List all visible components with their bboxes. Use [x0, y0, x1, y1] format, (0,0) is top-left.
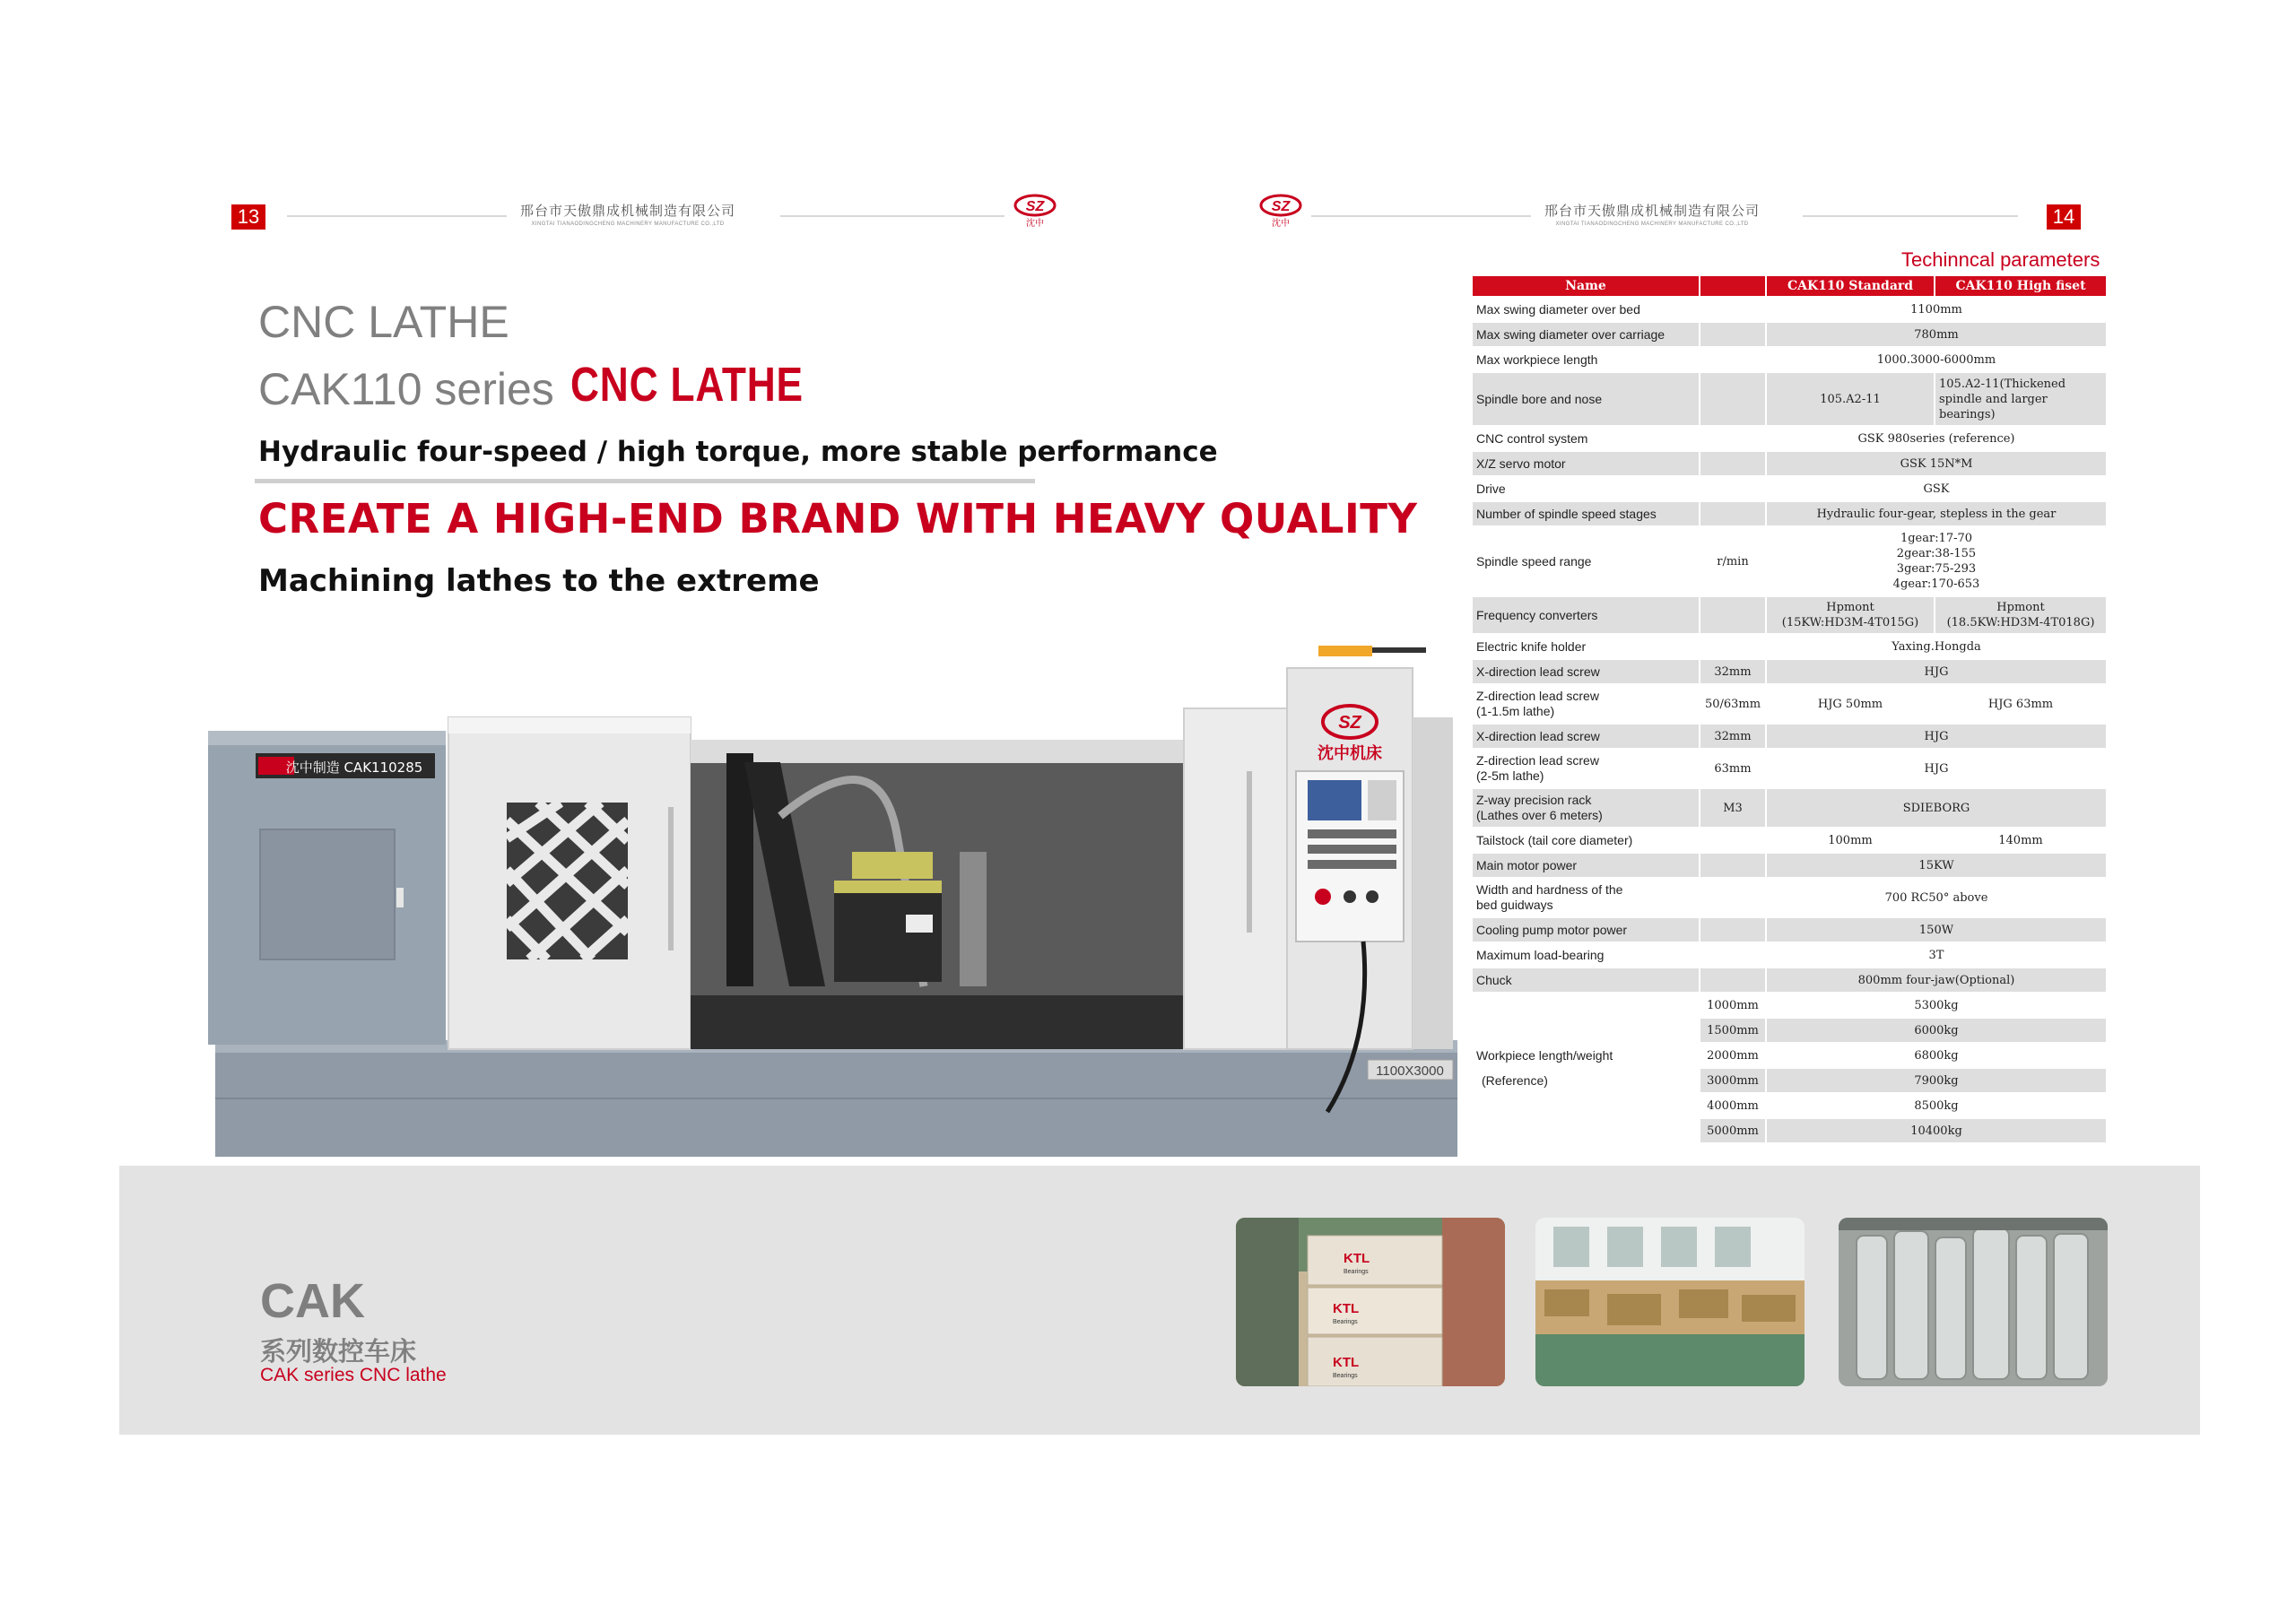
spec-name-multiline: [1473, 750, 1699, 787]
company-name-cn: 邢台市天傲鼎成机械制造有限公司: [1544, 203, 1760, 219]
spec-value: 1100mm: [1767, 298, 2106, 321]
box-label-sub: Bearings: [1333, 1319, 1358, 1325]
series-title-en: CAK series CNC lathe: [260, 1365, 447, 1385]
spec-value: GSK 15N*M: [1767, 452, 2106, 475]
spec-name-line: (Lathes over 6 meters): [1476, 808, 1603, 822]
spec-name: Drive: [1473, 477, 1699, 500]
spec-unit: [1700, 323, 1765, 346]
warning-lamp: [1318, 646, 1372, 656]
spec-value-line: 4gear:170-653: [1892, 577, 1980, 591]
spec-row-weight: [1473, 1044, 2106, 1067]
spec-row-weight: [1473, 1119, 2106, 1142]
spec-name: [1473, 1019, 1699, 1042]
box-label: KTL: [1344, 1251, 1370, 1266]
spec-row: [1473, 725, 2106, 748]
spec-name: Tailstock (tail core diameter): [1473, 829, 1699, 852]
spec-value-line: Hpmont: [1826, 601, 1874, 614]
cnc-lathe-illustration: [206, 646, 1462, 1166]
box-label-sub: Bearings: [1344, 1269, 1369, 1275]
spec-row-weight: [1473, 1069, 2106, 1092]
spec-name: Spindle bore and nose: [1473, 373, 1699, 425]
spec-name-multiline: [1473, 685, 1699, 723]
spec-unit: 32mm: [1700, 725, 1765, 748]
spec-name: Electric knife holder: [1473, 635, 1699, 658]
spec-row: [1473, 477, 2106, 500]
spec-unit: 63mm: [1700, 750, 1765, 787]
photo-warehouse-graphic: [1535, 1218, 1805, 1386]
page-number-right: 14: [2047, 204, 2081, 230]
spec-name: CNC control system: [1473, 427, 1699, 450]
company-name-left: [507, 201, 749, 227]
spec-value-standard: [1767, 597, 1934, 633]
spec-value: GSK 980series (reference): [1767, 427, 2106, 450]
spec-weight: 6800kg: [1767, 1044, 2106, 1067]
spec-unit: [1700, 943, 1765, 967]
spec-weight: 10400kg: [1767, 1119, 2106, 1142]
spec-value-line: Hpmont: [1996, 601, 2045, 614]
model-plate: 1100X3000: [1376, 1063, 1444, 1079]
spec-name-line: Z-direction lead screw: [1476, 689, 1599, 703]
box-label: KTL: [1333, 1301, 1360, 1316]
header-rule: [780, 215, 1004, 217]
brand-logo-right: [1257, 192, 1304, 228]
spec-row-weight: [1473, 994, 2106, 1017]
series-title: CAK: [260, 1274, 365, 1328]
spec-row: [1473, 427, 2106, 450]
spec-header-row: [1473, 276, 2106, 296]
spec-value-standard: 100mm: [1767, 829, 1934, 852]
hero-subtitle: Hydraulic four-speed / high torque, more stable performance: [258, 436, 1218, 468]
machine-brand-tag: 沈中机床: [1318, 744, 1382, 763]
spec-unit: 50/63mm: [1700, 685, 1765, 723]
spec-unit: [1700, 427, 1765, 450]
spec-value-standard: HJG 50mm: [1767, 685, 1934, 723]
brand-plate-text: 沈中制造 CAK110285: [285, 759, 423, 776]
spec-value: 3T: [1767, 943, 2106, 967]
logo-text: SZ: [1025, 199, 1045, 214]
spec-row: [1473, 298, 2106, 321]
spec-value-high: [1935, 597, 2106, 633]
header-rule: [1311, 215, 1531, 217]
spec-name-line: Z-direction lead screw: [1476, 753, 1599, 768]
photo-spindle-shafts-graphic: [1839, 1218, 2108, 1386]
box-label-sub: Bearings: [1333, 1373, 1358, 1379]
spec-value: Hydraulic four-gear, stepless in the gear: [1767, 502, 2106, 525]
spec-weight: 8500kg: [1767, 1094, 2106, 1117]
spec-value: SDIEBORG: [1767, 789, 2106, 827]
spec-length: 4000mm: [1700, 1094, 1765, 1117]
logo-sub: 沈中: [1026, 219, 1044, 228]
spec-unit: [1700, 918, 1765, 942]
spec-length: 1000mm: [1700, 994, 1765, 1017]
spec-unit: [1700, 635, 1765, 658]
spec-name: Max workpiece length: [1473, 348, 1699, 371]
spec-value-line: 2gear:38-155: [1896, 547, 1977, 560]
brand-logo-left: [1012, 192, 1058, 228]
spec-name-line: Width and hardness of the: [1476, 882, 1623, 897]
spec-value-line: (15KW:HD3M-4T015G): [1781, 616, 1919, 629]
spec-unit: [1700, 298, 1765, 321]
spec-name-line: (1-1.5m lathe): [1476, 704, 1555, 718]
spec-weight: 5300kg: [1767, 994, 2106, 1017]
series-title-cn: 系列数控车床: [260, 1336, 417, 1367]
spec-value: HJG: [1767, 725, 2106, 748]
box-label: KTL: [1333, 1355, 1360, 1370]
company-name-en: XINGTAI TIANAODINGCHENG MACHINERY MANUFACTURE CO.,LTD: [1555, 221, 1749, 227]
spec-row: [1473, 829, 2106, 852]
tool-turret: [852, 852, 933, 879]
spec-name-multiline: [1473, 879, 1699, 916]
spec-value-high: HJG 63mm: [1935, 685, 2106, 723]
spec-row: [1473, 348, 2106, 371]
spec-length: 3000mm: [1700, 1069, 1765, 1092]
spec-name: X/Z servo motor: [1473, 452, 1699, 475]
spec-row: [1473, 918, 2106, 942]
header-rule: [287, 215, 507, 217]
spec-title: Techinncal parameters: [1901, 248, 2100, 271]
spec-unit: [1700, 829, 1765, 852]
spec-name: [1473, 1119, 1699, 1142]
spec-name: [1473, 994, 1699, 1017]
hero-line1: CNC LATHE: [258, 297, 509, 347]
spec-unit: r/min: [1700, 527, 1765, 595]
header-rule: [1803, 215, 2018, 217]
hero-tagline: Machining lathes to the extreme: [258, 563, 820, 599]
logo-sub: 沈中: [1272, 219, 1290, 228]
spec-row: [1473, 854, 2106, 877]
spec-weight: 6000kg: [1767, 1019, 2106, 1042]
hero-slogan: CREATE A HIGH-END BRAND WITH HEAVY QUALITY: [258, 495, 1418, 542]
spec-unit: [1700, 348, 1765, 371]
spec-name: Maximum load-bearing: [1473, 943, 1699, 967]
spec-row: [1473, 527, 2106, 595]
spec-value: GSK: [1767, 477, 2106, 500]
spec-name-multiline: [1473, 789, 1699, 827]
photo-bearing-boxes: [1236, 1218, 1505, 1386]
spec-unit: M3: [1700, 789, 1765, 827]
spec-row: [1473, 879, 2106, 916]
spec-row: [1473, 452, 2106, 475]
spec-value: 1000.3000-6000mm: [1767, 348, 2106, 371]
spec-unit: [1700, 879, 1765, 916]
spec-name-line: Z-way precision rack: [1476, 793, 1592, 807]
spec-row: [1473, 597, 2106, 633]
spec-weight: 7900kg: [1767, 1069, 2106, 1092]
spec-name: Spindle speed range: [1473, 527, 1699, 595]
spec-unit: [1700, 373, 1765, 425]
spec-row: [1473, 635, 2106, 658]
hero-line2-gray: CAK110 series: [258, 364, 554, 414]
photo-bearing-boxes-graphic: [1236, 1218, 1505, 1386]
spec-length: 1500mm: [1700, 1019, 1765, 1042]
spec-length: 2000mm: [1700, 1044, 1765, 1067]
door-window-grille: [507, 803, 628, 959]
spec-header-name: Name: [1473, 276, 1699, 296]
spec-name: Number of spindle speed stages: [1473, 502, 1699, 525]
hero-divider: [255, 479, 1035, 483]
spec-row: [1473, 502, 2106, 525]
spec-table: [1471, 274, 2108, 1144]
spec-value: 780mm: [1767, 323, 2106, 346]
hero-line2-red: CNC LATHE: [570, 358, 804, 412]
spec-name: [1473, 1094, 1699, 1117]
spec-row: [1473, 750, 2106, 787]
hero-line2: [258, 360, 855, 416]
spec-name: (Reference): [1473, 1069, 1699, 1092]
spec-name: Frequency converters: [1473, 597, 1699, 633]
spec-value: Yaxing.Hongda: [1767, 635, 2106, 658]
spec-name: Max swing diameter over bed: [1473, 298, 1699, 321]
spec-name: X-direction lead screw: [1473, 660, 1699, 683]
right-door: [1184, 708, 1292, 1049]
spec-value-high: 105.A2-11(Thickened spindle and larger bearings): [1935, 373, 2106, 425]
spec-value: HJG: [1767, 660, 2106, 683]
spec-row: [1473, 943, 2106, 967]
spec-name-line: (2-5m lathe): [1476, 768, 1544, 783]
spec-unit: 32mm: [1700, 660, 1765, 683]
spec-value-standard: 105.A2-11: [1767, 373, 1934, 425]
spec-value: 800mm four-jaw(Optional): [1767, 968, 2106, 992]
spec-row-weight: [1473, 1019, 2106, 1042]
spec-name: Max swing diameter over carriage: [1473, 323, 1699, 346]
spec-value-line: (18.5KW:HD3M-4T018G): [1946, 616, 2095, 629]
spec-value: 15KW: [1767, 854, 2106, 877]
spec-name: Workpiece length/weight: [1473, 1044, 1699, 1067]
spec-length: 5000mm: [1700, 1119, 1765, 1142]
company-name-cn: 邢台市天傲鼎成机械制造有限公司: [519, 203, 735, 219]
cnc-screen: [1308, 780, 1361, 820]
spec-unit: [1700, 502, 1765, 525]
spec-name: Chuck: [1473, 968, 1699, 992]
machine-logo-text: SZ: [1338, 713, 1361, 733]
spec-header-standard: CAK110 Standard: [1767, 276, 1934, 296]
photo-spindle-shafts: [1839, 1218, 2108, 1386]
spec-row: [1473, 789, 2106, 827]
spec-row: [1473, 323, 2106, 346]
spec-value-line: 3gear:75-293: [1896, 562, 1977, 576]
company-name-en: XINGTAI TIANAODINGCHENG MACHINERY MANUFACTURE CO.,LTD: [531, 221, 725, 227]
spec-name: X-direction lead screw: [1473, 725, 1699, 748]
spec-name: Main motor power: [1473, 854, 1699, 877]
spec-unit: [1700, 597, 1765, 633]
spec-value: 700 RC50° above: [1767, 879, 2106, 916]
spec-value: 150W: [1767, 918, 2106, 942]
spec-unit: [1700, 968, 1765, 992]
spec-row-weight: [1473, 1094, 2106, 1117]
spec-value-line: 1gear:17-70: [1900, 532, 1973, 545]
spec-unit: [1700, 854, 1765, 877]
logo-text: SZ: [1271, 199, 1291, 214]
spec-name-line: bed guidways: [1476, 898, 1553, 912]
spec-name: Cooling pump motor power: [1473, 918, 1699, 942]
spec-unit: [1700, 452, 1765, 475]
spec-unit: [1700, 477, 1765, 500]
spec-row: [1473, 373, 2106, 425]
spec-value-multiline: [1767, 527, 2106, 595]
spec-value: HJG: [1767, 750, 2106, 787]
spec-header-unit: [1700, 276, 1765, 296]
spec-header-high: CAK110 High fiset: [1935, 276, 2106, 296]
spec-value-high: 140mm: [1935, 829, 2106, 852]
page-number-left: 13: [231, 204, 265, 230]
spec-row: [1473, 660, 2106, 683]
spec-row: [1473, 685, 2106, 723]
company-name-right: [1531, 201, 1773, 227]
photo-warehouse: [1535, 1218, 1805, 1386]
spec-row: [1473, 968, 2106, 992]
